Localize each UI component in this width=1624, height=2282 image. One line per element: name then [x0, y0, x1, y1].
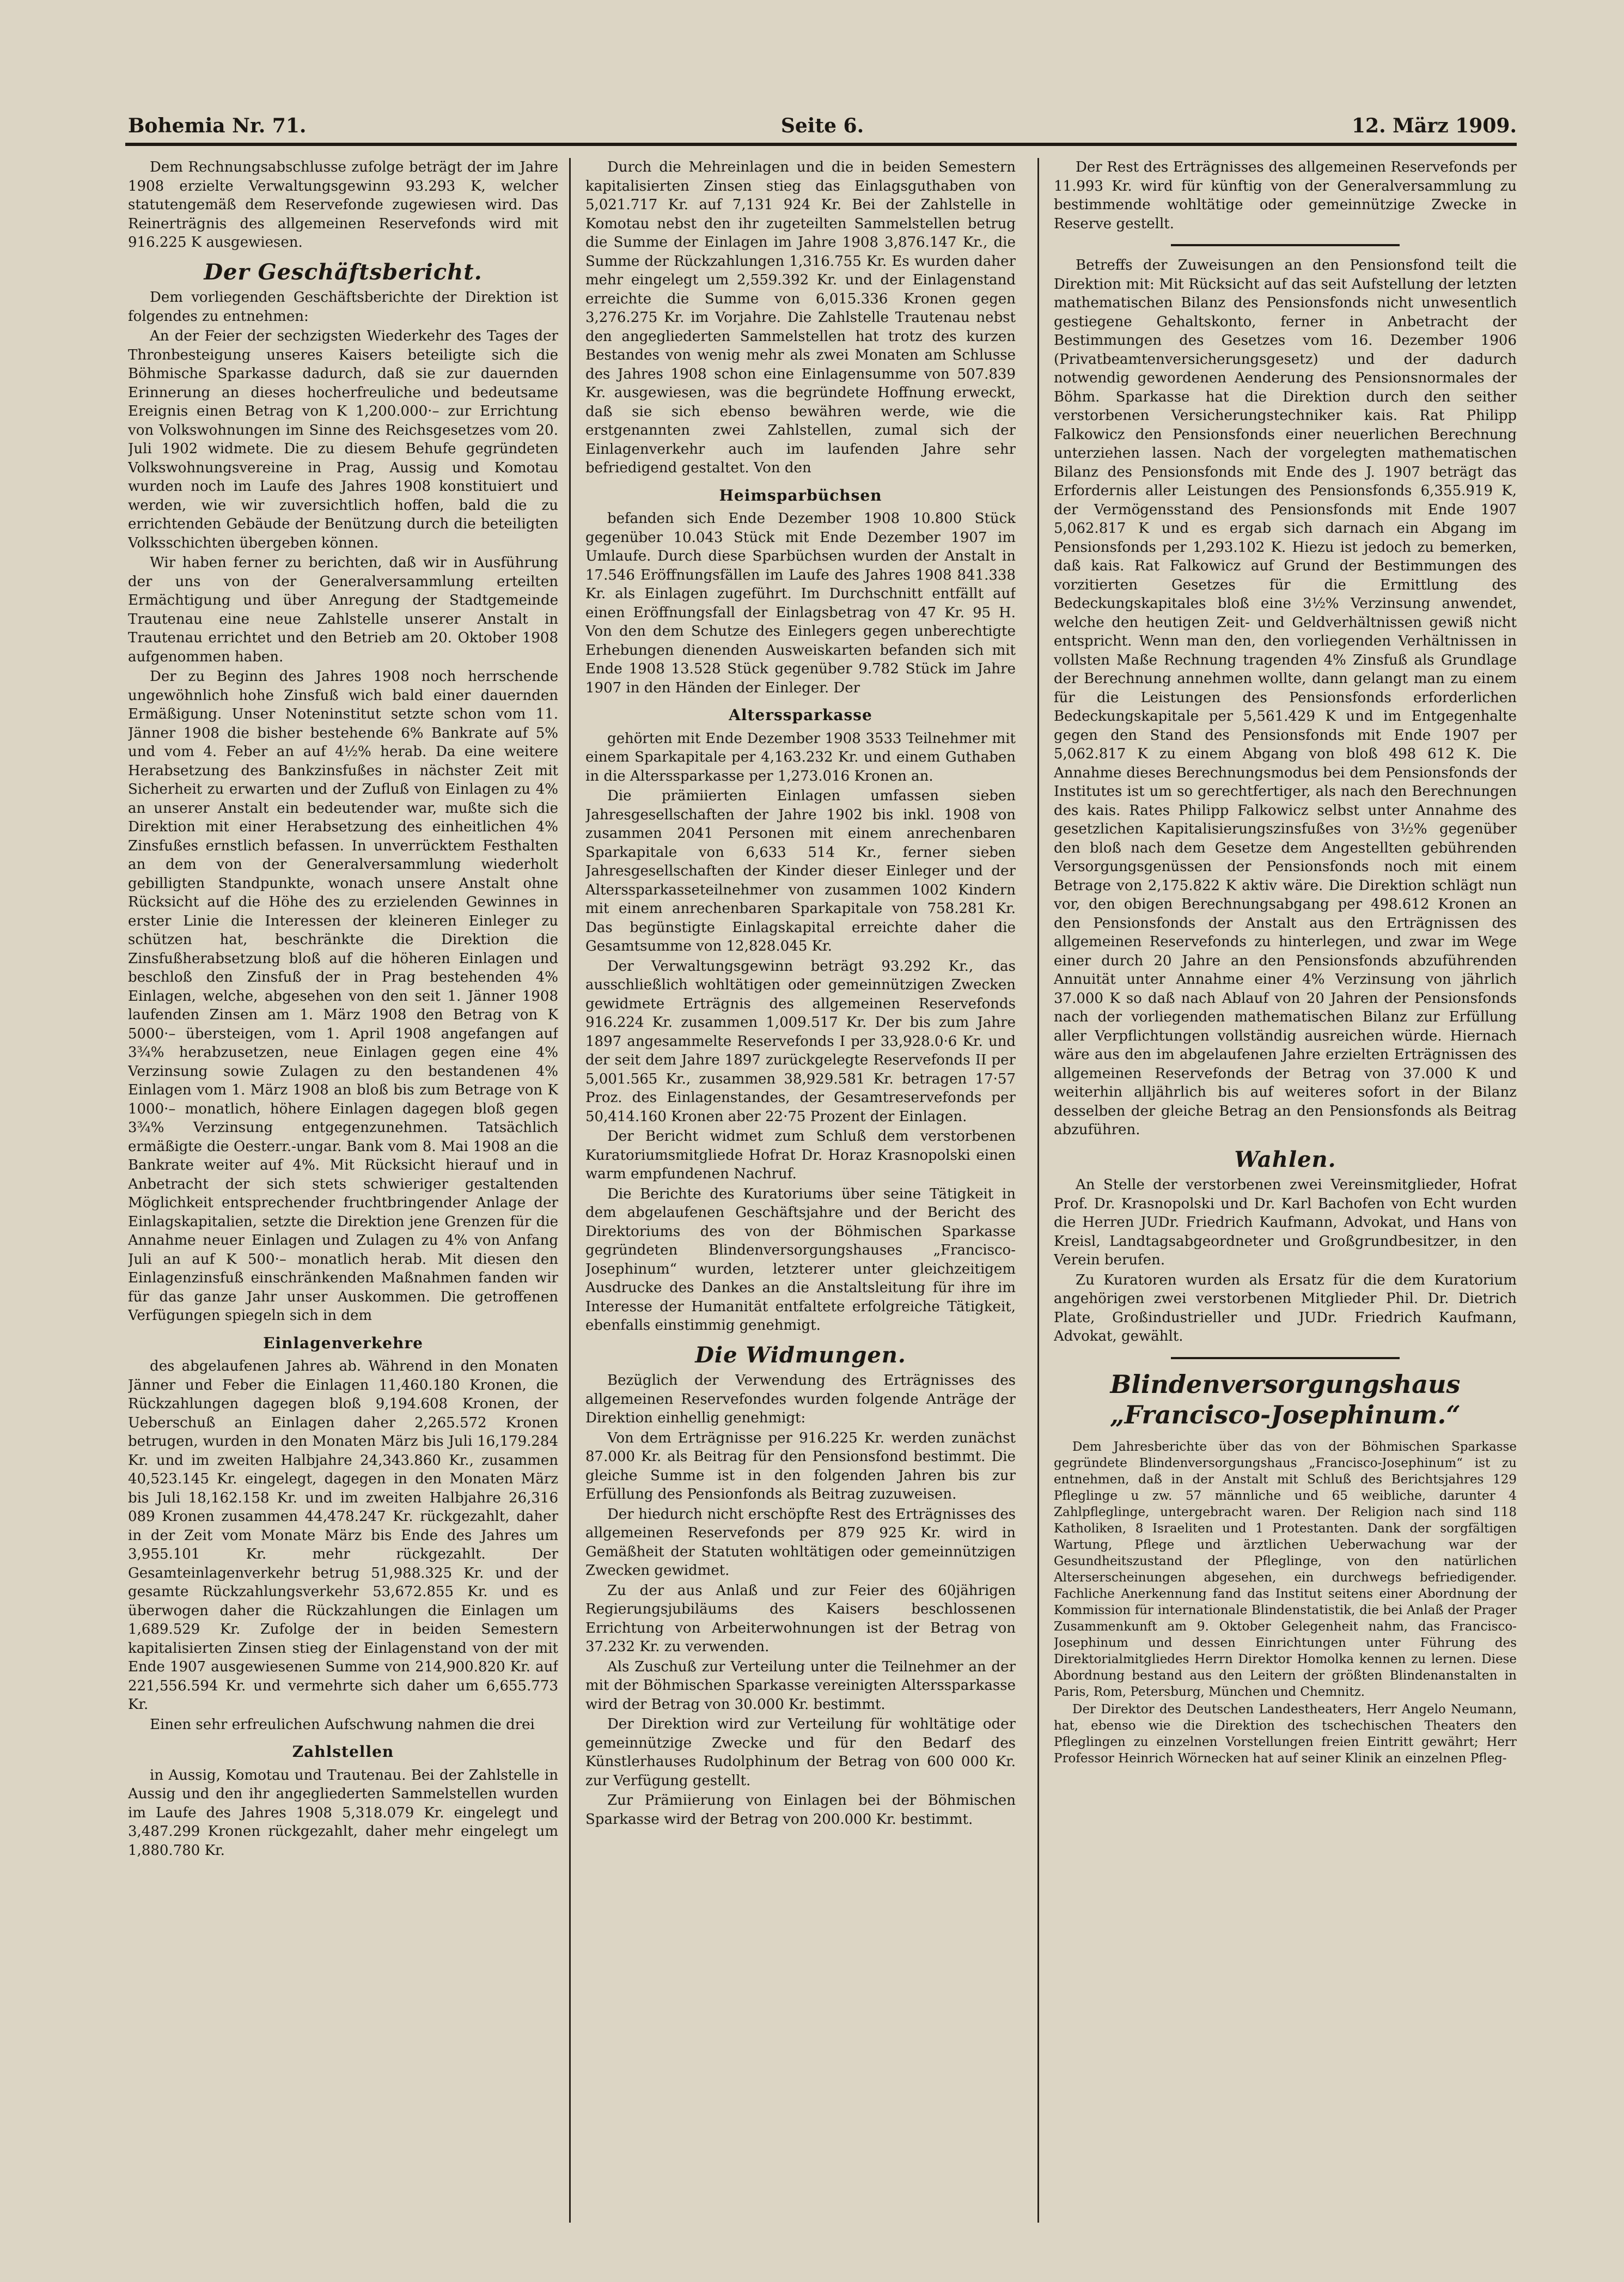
paragraph: Der zu Beginn des Jahres 1908 noch herrschende ungewöhnlich hohe Zinsfuß wich bald einer dauernden Ermäßigung. Unser Noteninstitut setzte schon vom 11. Jänner 1908 die bisher bestehende 6% Bankrate auf 5% und vom 4. Feber an auf 4½% herab. Da eine weitere Herabsetzung des Bankzinsfußes in nächster Zeit mit Sicherheit zu erwarten und der Zufluß von Einlagen zu 4% an unserer Anstalt ein bedeutender war, mußte sich die Direktion mit einer Herabsetzung des einheitlichen 4% Zinsfußes ernstlich befassen. In unverrücktem Festhalten an dem von der Generalversammlung wiederholt gebilligten Standpunkte, wonach unsere Anstalt ohne Rücksicht auf die Höhe des zu erzielenden Gewinnes in erster Linie die Interessen der kleineren Einleger zu schützen hat, beschränkte die Direktion die Zinsfußherabsetzung bloß auf die höheren Einlagen und beschloß den Zinsfuß der in Prag bestehenden 4% Einlagen, welche, abgesehen von den seit 1. Jänner 1908 laufenden Zinsen am 1. März 1908 den Betrag von K 5000·– übersteigen, vom 1. April 1908 angefangen auf 3¾% herabzusetzen, neue Einlagen gegen eine 4% Verzinsung sowie Zulagen zu den bestandenen 4% Einlagen vom 1. März 1908 an bloß bis zum Betrage von K 1000·– monatlich, höhere Einlagen dagegen bloß gegen 3¾% Verzinsung entgegenzunehmen. Tatsächlich ermäßigte die Oesterr.-ungar. Bank vom 8. Mai 1908 an die Bankrate weiter auf 4%. Mit Rücksicht hierauf und in Anbetracht der sich stets schwieriger gestaltenden Möglichkeit entsprechender fruchtbringender Anlage der Einlagskapitalien, setzte die Direktion jene Grenzen für die Annahme neuer Einlagen und Zulagen zu 4% von Anfang Juli an auf K 500·– monatlich herab. Mit diesen den Einlagenzinsfuß einschränkenden Maßnahmen fanden wir für das ganze Jahr unser Auskommen. Die getroffenen Verfügungen spiegeln sich in dem	[128, 668, 558, 1324]
paragraph: des abgelaufenen Jahres ab. Während in den Monaten Jänner und Feber die Einlagen 11,460.180 Kronen, die Rückzahlungen dagegen bloß 9,194.608 Kronen, der Ueberschuß an Einlagen daher 2,265.572 Kronen betrugen, wurden in den Monaten März bis Juli 16,179.284 Kr. und im zweiten Halbjahre 24,343.860 Kr., zusammen 40,523.145 Kr. eingelegt, dagegen in den Monaten März bis Juli 18,162.158 Kr. und im zweiten Halbjahre 26,316 089 Kronen zusammen 44,478.247 Kr. rückgezahlt, daher in der Zeit vom Monate März bis Ende des Jahres um 3,955.101 Kr. mehr rückgezahlt. Der Gesamteinlagenverkehr betrug 51,988.325 Kr. und der gesamte Rückzahlungsverkehr 53,672.855 Kr. und es überwogen daher die Rückzahlungen die Einlagen um 1,689.529 Kr. Zufolge der in beiden Semestern kapitalisierten Zinsen stieg der Einlagenstand von der mit Ende 1907 ausgewiesenen Summe von 214,900.820 Kr. auf 221,556.594 Kr. und vermehrte sich daher um 6,655.773 Kr.	[128, 1358, 558, 1713]
paragraph: Der hiedurch nicht erschöpfte Rest des Erträgnisses des allgemeinen Reservefonds per 879 925 Kr. wird in Gemäßheit der Statuten wohltätigen oder gemeinnützigen Zwecken gewidmet.	[585, 1506, 1016, 1579]
column-divider-2	[1037, 158, 1039, 2223]
paragraph: Der Rest des Erträgnisses des allgemeinen Reservefonds per 11.993 Kr. wird für künftig von der Generalversammlung zu bestimmende wohltätige oder gemeinnützige Zwecke in Reserve gestellt.	[1054, 159, 1517, 232]
section-separator	[1171, 244, 1400, 246]
paragraph: Dem Rechnungsabschlusse zufolge beträgt der im Jahre 1908 erzielte Verwaltungsgewinn 93.293 K, welcher statutengemäß dem Reservefonde zugewiesen wird. Das Reinerträgnis des allgemeinen Reservefonds wird mit 916.225 K ausgewiesen.	[128, 159, 558, 251]
small-print-block	[1054, 1439, 1517, 1767]
header-date: 12. März 1909.	[1351, 114, 1517, 137]
paragraph: Der Direktor des Deutschen Landestheaters, Herr Angelo Neumann, hat, ebenso wie die Direktion des tschechischen Theaters den Pfleglingen zu einzelnen Vorstellungen freien Eintritt gewährt; Herr Professor Heinrich Wörnecken hat auf seiner Klinik an einzelnen Pfleg-	[1054, 1702, 1517, 1766]
paragraph: Dem Jahresberichte über das von der Böhmischen Sparkasse gegründete Blindenversorgungshaus „Francisco-Josephinum“ ist zu entnehmen, daß in der Anstalt mit Schluß des Berichtsjahres 129 Pfleglinge u zw. 57 männliche und 65 weibliche, darunter 4 Zahlpfleglinge, untergebracht waren. Der Religion nach sind 118 Katholiken, 8 Israeliten und 1 Protestanten. Dank der sorgfältigen Wartung, Pflege und ärztlichen Ueberwachung war der Gesundheitszustand der Pfleglinge, von den natürlichen Alterserscheinungen abgesehen, ein durchwegs befriedigender. Fachliche Anerkennung fand das Institut seitens einer Abordnung der Kommission für internationale Blindenstatistik, die bei Anlaß der Prager Zusammenkunft am 9. Oktober Gelegenheit nahm, das Francisco-Josephinum und dessen Einrichtungen unter Führung des Direktorialmitgliedes Herrn Direktor Homolka kennen zu lernen. Diese Abordnung bestand aus den Leitern der größten Blindenanstalten in Paris, Rom, Petersburg, München und Chemnitz.	[1054, 1439, 1517, 1699]
paragraph: Zu Kuratoren wurden als Ersatz für die dem Kuratorium angehörigen zwei verstorbenen Mitglieder Phil. Dr. Dietrich Plate, Großindustrieller und JUDr. Friedrich Kaufmann, Advokat, gewählt.	[1054, 1271, 1517, 1344]
paragraph: An der Feier der sechzigsten Wiederkehr des Tages der Thronbesteigung unseres Kaisers beteiligte sich die Böhmische Sparkasse dadurch, daß sie zur dauernden Erinnerung an dieses hocherfreuliche und bedeutsame Ereignis einen Betrag von K 1,200.000·– zur Errichtung von Volkswohnungen im Sinne des Reichsgesetzes vom 20. Juli 1902 widmete. Die zu diesem Behufe gegründeten Volkswohnungsvereine in Prag, Aussig und Komotau wurden noch im Laufe des Jahres 1908 konstituiert und werden, wie wir zuversichtlich hoffen, bald die zu errichtenden Gebäude der Benützung durch die beteiligten Volksschichten übergeben können.	[128, 328, 558, 551]
paragraph: Der Bericht widmet zum Schluß dem verstorbenen Kuratoriumsmitgliede Hofrat Dr. Horaz Krasnopolski einen warm empfundenen Nachruf.	[585, 1128, 1016, 1182]
paragraph: Der Direktion wird zur Verteilung für wohltätige oder gemeinnützige Zwecke und für den Bedarf des Künstlerhauses Rudolphinum der Betrag von 600 000 Kr. zur Verfügung gestellt.	[585, 1716, 1016, 1789]
paragraph: An Stelle der verstorbenen zwei Vereinsmitglieder, Hofrat Prof. Dr. Krasnopolski und Dr. Karl Bachofen von Echt wurden die Herren JUDr. Friedrich Kaufmann, Advokat, und Hans von Kreisl, Landtagsabgeordneter und Großgrundbesitzer, in den Verein berufen.	[1054, 1177, 1517, 1268]
paragraph: Durch die Mehreinlagen und die in beiden Semestern kapitalisierten Zinsen stieg das Einlagsguthaben von 5,021.717 Kr. auf 7,131 924 Kr. Bei der Zahlstelle in Komotau nebst den ihr zugeteilten Sammelstellen betrug die Summe der Einlagen im Jahre 1908 3,876.147 Kr., die Summe der Rückzahlungen 1,316.755 Kr. Es wurden daher mehr eingelegt um 2,559.392 Kr. und der Einlagenstand erreichte die Summe von 6,015.336 Kronen gegen 3,276.275 Kr. im Vorjahre. Die Zahlstelle Trautenau nebst den angegliederten Sammelstellen hat trotz des kurzen Bestandes von wenig mehr als zwei Monaten am Schlusse des Jahres 1908 schon eine Einlagensumme von 507.839 Kr. ausgewiesen, was die begründete Hoffnung erweckt, daß sie sich ebenso bewähren werde, wie die erstgenannten zwei Zahlstellen, zumal sich der Einlagenverkehr auch im laufenden Jahre sehr befriedigend gestaltet. Von den	[585, 159, 1016, 476]
paragraph: Von dem Erträgnisse per 916.225 Kr. werden zunächst 87.000 Kr. als Beitrag für den Pensionsfond bestimmt. Die gleiche Summe ist in den folgenden Jahren bis zur Erfüllung des Pensionfonds als Beitrag zuzuweisen.	[585, 1429, 1016, 1502]
header-issue: Bohemia Nr. 71.	[128, 114, 307, 137]
paragraph: Bezüglich der Verwendung des Erträgnisses des allgemeinen Reservefondes wurden folgende Anträge der Direktion einhellig genehmigt:	[585, 1372, 1016, 1426]
subheading-alterssparkasse: Alterssparkasse	[729, 706, 872, 724]
paragraph: gehörten mit Ende Dezember 1908 3533 Teilnehmer mit einem Sparkapitale per 4,163.232 Kr. und einem Guthaben in die Alterssparkasse per 1,273.016 Kronen an.	[585, 730, 1016, 784]
section-separator	[1171, 1357, 1400, 1359]
column-2	[585, 158, 1016, 2228]
paragraph: Der Verwaltungsgewinn beträgt 93.292 Kr., das ausschließlich wohltätigen oder gemeinnützigen Zwecken gewidmete Erträgnis des allgemeinen Reservefonds 916.224 Kr. zusammen 1,009.517 Kr. Der bis zum Jahre 1897 angesammelte Reservefonds I per 33,928.0·6 Kr. und der seit dem Jahre 1897 zurückgelegte Reservefonds II per 5,001.565 Kr., zusammen 38,929.581 Kr. betragen 17·57 Proz. des Einlagenstandes, der Gesamtreservefonds per 50,414.160 Kronen aber 22·75 Prozent der Einlagen.	[585, 958, 1016, 1125]
paragraph: Die Berichte des Kuratoriums über seine Tätigkeit in dem abgelaufenen Geschäftsjahre und der Bericht des Direktoriums des von der Böhmischen Sparkasse gegründeten Blindenversorgungshauses „Francisco-Josephinum“ wurden, letzterer unter gleichzeitigem Ausdrucke des Dankes an die Anstaltsleitung für ihre im Interesse der Humanität entfaltete erfolgreiche Tätigkeit, ebenfalls einstimmig genehmigt.	[585, 1185, 1016, 1334]
column-1	[128, 158, 558, 2228]
paragraph: Einen sehr erfreulichen Aufschwung nahmen die drei	[150, 1716, 535, 1733]
paragraph: Betreffs der Zuweisungen an den Pensionsfond teilt die Direktion mit: Mit Rücksicht auf das seit Aufstellung der letzten mathematischen Bilanz des Pensionsfonds nicht unwesentlich gestiegene Gehaltskonto, ferner in Anbetracht der Bestimmungen des Gesetzes vom 16. Dezember 1906 (Privatbeamtenversicherungsgesetz) und der dadurch notwendig gewordenen Aenderung des Pensionsnormales der Böhm. Sparkasse hat die Direktion durch den seither verstorbenen Versicherungstechniker kais. Rat Philipp Falkowicz den Pensionsfonds einer neuerlichen Berechnung unterziehen lassen. Nach der vorgelegten mathematischen Bilanz des Pensionsfonds mit Ende des J. 1907 beträgt das Erfordernis aller Leistungen des Pensionsfonds 6,355.919 K, der Vermögensstand des Pensionsfonds mit Ende 1907 5,062.817 K und es ergab sich darnach ein Abgang im Pensionsfonds per 1,293.102 K. Hiezu ist jedoch zu bemerken, daß kais. Rat Falkowicz auf Grund der Bestimmungen des vorzitierten Gesetzes für die Ermittlung des Bedeckungskapitales bloß eine 3½% Verzinsung anwendet, welche den heutigen Zeit- und Geldverhältnissen gewiß nicht entspricht. Wenn man den, den vorliegenden Verhältnissen in vollsten Maße Rechnung tragenden 4% Zinsfuß als Grundlage der Berechnung annehmen wollte, dann gelangt man zu einem für die Leistungen des Pensionsfonds erforderlichen Bedeckungskapitale per 5,561.429 K und im Entgegenhalte gegen den Stand des Pensionsfonds mit Ende 1907 per 5,062.817 K zu einem Abgang von bloß 498 612 K. Die Annahme dieses Berechnungsmodus bei dem Pensionsfonds der Institutes ist um so gerechtfertiger, als nach den Berechnungen des kais. Rates Philipp Falkowicz selbst unter Annahme des gesetzlichen Kapitalisierungszinsfußes von 3½% gegenüber den bloß nach dem Gesetze dem Angestellten gebührenden Versorgungsgenüssen der Pensionsfonds noch mit einem Betrage von 2,175.822 K aktiv wäre. Die Direktion schlägt nun vor, den obigen Berechnungsabgang per 498.612 Kronen an den Pensionsfonds der Anstalt aus den Erträgnissen des allgemeinen Reservefonds zu hinterlegen, und zwar im Wege einer durch 20 Jahre an den Pensionsfonds abzuführenden Annuität unter Annahme einer 4% Verzinsung von jährlich 37.000 K so daß nach Ablauf von 20 Jahren der Pensionsfonds nach der vorliegenden mathematischen Bilanz zur Erfüllung aller Verpflichtungen vollständig ausreichen würde. Hiernach wäre aus den im abgelaufenen Jahre erzielten Erträgnissen des allgemeinen Reservefonds der Betrag von 37.000 K und weiterhin alljährlich bis auf weiteres sofort in der Bilanz desselben der gleiche Betrag an den Pensionsfonds als Beitrag abzuführen.	[1054, 257, 1517, 1138]
paragraph: befanden sich Ende Dezember 1908 10.800 Stück gegenüber 10.043 Stück mit Ende Dezember 1907 im Umlaufe. Durch diese Sparbüchsen wurden der Anstalt in 17.546 Eröffnungsfällen im Laufe des Jahres 1908 841.338 Kr. als Einlagen zugeführt. Im Durchschnitt entfällt auf einen Eröffnungsfall der Einlagsbetrag von 47 Kr. 95 H. Von den dem Schutze des Einlegers gegen unberechtigte Erhebungen dienenden Ausweiskarten befanden sich mit Ende 1908 13.528 Stück gegenüber 9.782 Stück im Jahre 1907 in den Händen der Einleger. Der	[585, 510, 1016, 696]
column-divider-1	[569, 158, 571, 2223]
paragraph: in Aussig, Komotau und Trautenau. Bei der Zahlstelle in Aussig und den ihr angegliederten Sammelstellen wurden im Laufe des Jahres 1908 5,318.079 Kr. eingelegt und 3,487.299 Kronen rückgezahlt, daher mehr eingelegt um 1,880.780 Kr.	[128, 1767, 558, 1859]
section-heading-widmungen: Die Widmungen.	[695, 1342, 906, 1368]
paragraph: Die prämiierten Einlagen umfassen sieben Jahresgesellschaften der Jahre 1902 bis inkl. 1908 von zusammen 2041 Personen mit einem anrechenbaren Sparkapitale von 6,633 514 Kr., ferner sieben Jahresgesellschaften der Kinder dieser Einleger und der Alterssparkasseteilnehmer von zusammen 1002 Kindern mit einem anrechenbaren Sparkapitale von 758.281 Kr. Das begünstigte Einlagskapital erreichte daher die Gesamtsumme von 12,828.045 Kr.	[585, 788, 1016, 954]
paragraph: Wir haben ferner zu berichten, daß wir in Ausführung der uns von der Generalversammlung erteilten Ermächtigung und über Anregung der Stadtgemeinde Trautenau eine neue Zahlstelle unserer Anstalt in Trautenau errichtet und den Betrieb am 20. Oktober 1908 aufgenommen haben.	[128, 555, 558, 665]
section-heading-geschaeftsbericht: Der Geschäftsbericht.	[204, 259, 483, 285]
subheading-zahlstellen: Zahlstellen	[292, 1743, 394, 1761]
paragraph: Als Zuschuß zur Verteilung unter die Teilnehmer an der mit der Böhmischen Sparkasse vereinigten Alterssparkasse wird der Betrag von 30.000 Kr. bestimmt.	[585, 1658, 1016, 1713]
paragraph: Dem vorliegenden Geschäftsberichte der Direktion ist folgendes zu entnehmen:	[128, 289, 558, 325]
section-heading-blindenversorgungshaus: Blindenversorgungshaus „Francisco-Josephinum.“	[1110, 1369, 1461, 1429]
subheading-einlagenverkehr: Einlagenverkehre	[263, 1334, 423, 1352]
paragraph: Zur Prämiierung von Einlagen bei der Böhmischen Sparkasse wird der Betrag von 200.000 Kr. bestimmt.	[585, 1792, 1016, 1828]
section-heading-wahlen: Wahlen.	[1234, 1146, 1336, 1172]
header-rule	[125, 143, 1517, 146]
paragraph: Zu der aus Anlaß und zur Feier des 60jährigen Regierungsjubiläums des Kaisers beschlossenen Errichtung von Arbeiterwohnungen ist der Betrag von 37.232 Kr. zu verwenden.	[585, 1582, 1016, 1655]
subheading-heimsparbuechsen: Heimsparbüchsen	[719, 486, 882, 504]
header-page-number: Seite 6.	[780, 114, 864, 137]
column-3	[1054, 158, 1517, 2228]
